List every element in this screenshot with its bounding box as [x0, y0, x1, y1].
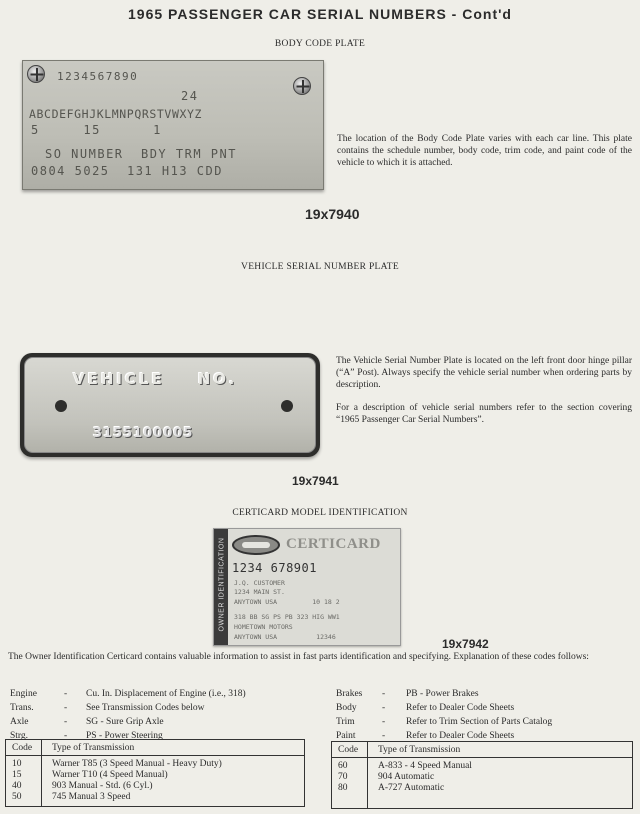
- mounting-hole-icon: [55, 400, 67, 412]
- plate-line: 24: [181, 89, 199, 103]
- certicard-heading: CERTICARD MODEL IDENTIFICATION: [232, 508, 408, 518]
- column-header-code: Code: [332, 742, 368, 758]
- list-item: Axle - SG - Sure Grip Axle: [10, 717, 164, 727]
- table-row: 80 A-727 Automatic: [332, 783, 633, 809]
- column-header-type: Type of Transmission: [368, 742, 633, 758]
- page-title: 1965 PASSENGER CAR SERIAL NUMBERS - Cont'd: [128, 6, 512, 22]
- plate-line: 0804 5025 131 H13 CDD: [31, 164, 223, 178]
- table-row: 50 745 Manual 3 Speed: [6, 792, 305, 807]
- part-number: 19x7940: [305, 206, 360, 222]
- table-row: 60 A-833 - 4 Speed Manual: [332, 758, 633, 773]
- body-code-plate-heading: BODY CODE PLATE: [274, 39, 366, 49]
- plate-line: 1234567890: [57, 70, 139, 83]
- list-item: Strg. - PS - Power Steering: [10, 731, 163, 741]
- certicard-line: ANYTOWN USA 10 18 2: [234, 598, 340, 606]
- certicard-line: 318 BB SG PS PB 323 HIG WW1: [234, 613, 340, 621]
- transmission-table-left: [5, 739, 305, 807]
- plate-label: VEHICLE NO.: [73, 370, 238, 388]
- certicard-image: [213, 528, 401, 646]
- certicard-line: HOMETOWN MOTORS: [234, 623, 293, 631]
- codes-right-list: [334, 686, 554, 744]
- list-item: Body - Refer to Dealer Code Sheets: [336, 703, 515, 713]
- plate-serial: 3155100005: [93, 426, 194, 441]
- vehicle-serial-plate-heading: VEHICLE SERIAL NUMBER PLATE: [241, 262, 399, 272]
- screw-icon: [27, 65, 45, 83]
- vehicle-serial-description-1: The Vehicle Serial Number Plate is located on the left front door hinge pillar (“A” Post). Always specify the vehicle serial number when ordering parts by description.: [336, 356, 632, 390]
- table-row: 15 Warner T10 (4 Speed Manual): [6, 770, 305, 781]
- column-header-type: Type of Transmission: [42, 740, 305, 756]
- certicard-line: ANYTOWN USA 12346: [234, 633, 336, 641]
- table-row: 70 904 Automatic: [332, 772, 633, 783]
- body-code-plate-image: [22, 60, 324, 190]
- part-number: 19x7942: [442, 637, 489, 651]
- table-row: 10 Warner T85 (3 Speed Manual - Heavy Duty): [6, 756, 305, 771]
- certicard-line: 1234 MAIN ST.: [234, 588, 285, 596]
- transmission-table-right: [331, 741, 633, 809]
- list-item: Engine - Cu. In. Displacement of Engine (i.e., 318): [10, 689, 246, 699]
- vehicle-serial-plate-image: [20, 353, 320, 457]
- certicard-number: 1234 678901: [232, 561, 317, 575]
- certicard-side-label: OWNER IDENTIFICATION: [218, 537, 226, 632]
- list-item: Trans. - See Transmission Codes below: [10, 703, 205, 713]
- table-row: 40 903 Manual - Std. (6 Cyl.): [6, 781, 305, 792]
- list-item: Brakes - PB - Power Brakes: [336, 689, 479, 699]
- vehicle-serial-description-2: For a description of vehicle serial numbers refer to the section covering “1965 Passenger Car Serial Numbers”.: [336, 403, 632, 425]
- list-item: Paint - Refer to Dealer Code Sheets: [336, 731, 515, 741]
- car-logo-icon: [232, 535, 280, 555]
- part-number: 19x7941: [292, 474, 339, 488]
- list-item: Trim - Refer to Trim Section of Parts Catalog: [336, 717, 553, 727]
- certicard-brand: CERTICARD: [286, 536, 381, 552]
- certicard-side-stripe: [214, 529, 228, 645]
- codes-left-list: [8, 686, 248, 744]
- mounting-hole-icon: [281, 400, 293, 412]
- plate-line: SO NUMBER BDY TRM PNT: [45, 147, 237, 161]
- body-code-plate-description: The location of the Body Code Plate varies with each car line. This plate contains the schedule number, body code, trim code, and paint code of the vehicle to which it is attached.: [337, 134, 632, 168]
- plate-line: ABCDEFGHJKLMNPQRSTVWXYZ: [29, 107, 203, 121]
- certicard-explanation: The Owner Identification Certicard contains valuable information to assist in fast parts identification and specifying. Explanation of these codes follows:: [8, 652, 589, 662]
- plate-line: 5 15 1: [31, 123, 162, 137]
- column-header-code: Code: [6, 740, 42, 756]
- certicard-line: J.Q. CUSTOMER: [234, 579, 285, 587]
